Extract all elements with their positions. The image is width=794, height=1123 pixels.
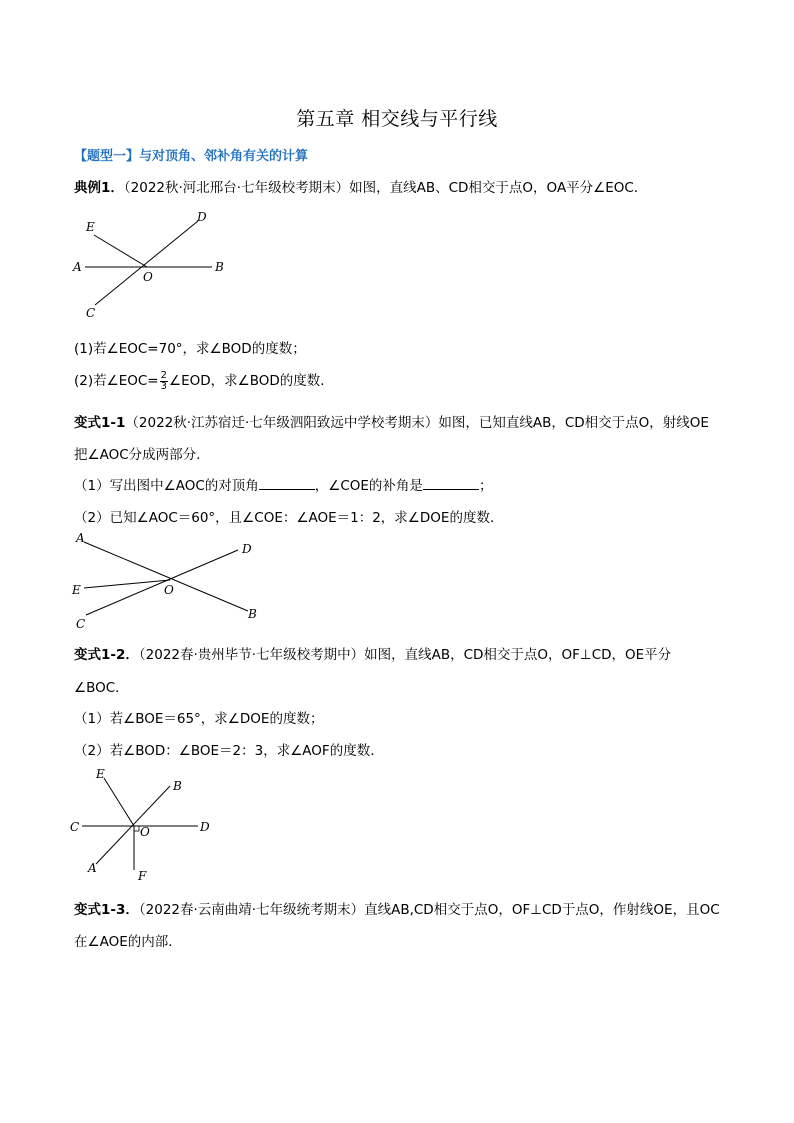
label-e: E [86, 220, 95, 234]
label-c: C [70, 820, 80, 834]
answer-blank-1[interactable] [259, 477, 315, 490]
example-1-question-2 [74, 369, 334, 392]
example-3-text: 如图，直线AB，CD相交于点O，OF⊥CD，OE平分 [364, 647, 672, 663]
figure-1 [70, 205, 240, 323]
label-f: F [138, 869, 147, 883]
example-1-source: （2022秋·河北邢台·七年级校考期末） [123, 180, 350, 196]
page-title: 第五章 相交线与平行线 [296, 108, 498, 130]
ray-oe [84, 580, 170, 588]
label-e: E [72, 583, 81, 597]
example-4-source: （2022春·云南曲靖·七年级统考期末） [138, 902, 365, 918]
q1-suffix: ； [478, 478, 493, 494]
line-ab [84, 542, 248, 611]
section-heading: 【题型一】与对顶角、邻补角有关的计算 [74, 149, 309, 164]
example-4-text: 直线AB,CD相交于点O，OF⊥CD于点O，作射线OE，且OC [364, 902, 720, 918]
example-2-text: 如图，已知直线AB，CD相交于点O，射线OE [438, 415, 709, 431]
example-1-label: 典例1． [74, 180, 124, 196]
label-c: C [76, 617, 86, 630]
example-3-question-1: （1）若∠BOE＝65°，求∠DOE的度数； [74, 711, 324, 727]
label-a: A [88, 861, 97, 875]
example-2-statement-cont: 把∠AOC分成两部分． [74, 447, 210, 463]
example-2-source: （2022秋·江苏宿迁·七年级泗阳致远中学校考期末） [125, 415, 439, 431]
example-3-statement-cont: ∠BOC． [74, 680, 129, 696]
ray-oe [94, 235, 147, 267]
line-cd [95, 221, 198, 305]
example-2-label: 变式1-1 [74, 415, 126, 431]
line-ab [96, 786, 170, 864]
right-angle-mark [134, 826, 139, 831]
label-o: O [143, 270, 153, 284]
figure-2 [70, 530, 270, 630]
example-3-source: （2022春·贵州毕节·七年级校考期中） [138, 647, 365, 663]
example-3-statement [74, 643, 671, 663]
example-3-label: 变式1-2． [74, 647, 139, 663]
example-3-question-2: （2）若∠BOD：∠BOE＝2：3，求∠AOF的度数． [74, 743, 384, 759]
example-1-text: 如图，直线AB、CD相交于点O，OA平分∠EOC． [349, 180, 648, 196]
label-d: D [242, 542, 252, 556]
q2-prefix: (2)若∠EOC= [74, 373, 159, 389]
ray-oe [104, 778, 134, 826]
label-a: A [73, 260, 82, 274]
label-b: B [248, 607, 257, 621]
example-4-statement-cont: 在∠AOE的内部． [74, 934, 182, 950]
example-1-statement [74, 176, 647, 196]
example-2-question-1 [74, 474, 492, 494]
example-2-statement [74, 411, 709, 431]
example-4-label: 变式1-3． [74, 902, 139, 918]
fraction-two-thirds [160, 371, 168, 392]
answer-blank-2[interactable] [423, 477, 479, 490]
label-e: E [96, 767, 105, 781]
label-b: B [173, 779, 182, 793]
fraction-numerator: 2 [160, 369, 167, 381]
q2-suffix: ∠EOD，求∠BOD的度数． [169, 373, 334, 389]
example-1-question-1: (1)若∠EOC=70°，求∠BOD的度数； [74, 341, 306, 357]
label-a: A [76, 531, 85, 545]
q1-prefix: （1）写出图中∠AOC的对顶角 [74, 478, 259, 494]
q1-middle: ，∠COE的补角是 [314, 478, 423, 494]
label-d: D [200, 820, 210, 834]
example-2-question-2: （2）已知∠AOC＝60°，且∠COE：∠AOE＝1：2，求∠DOE的度数． [74, 510, 504, 526]
example-4-statement [74, 898, 720, 918]
label-b: B [215, 260, 224, 274]
label-o: O [164, 583, 174, 597]
label-o: O [140, 825, 150, 839]
label-c: C [86, 306, 96, 320]
label-d: D [197, 210, 207, 224]
figure-3 [66, 764, 226, 884]
line-cd [86, 550, 238, 615]
fraction-denominator: 3 [160, 380, 167, 392]
